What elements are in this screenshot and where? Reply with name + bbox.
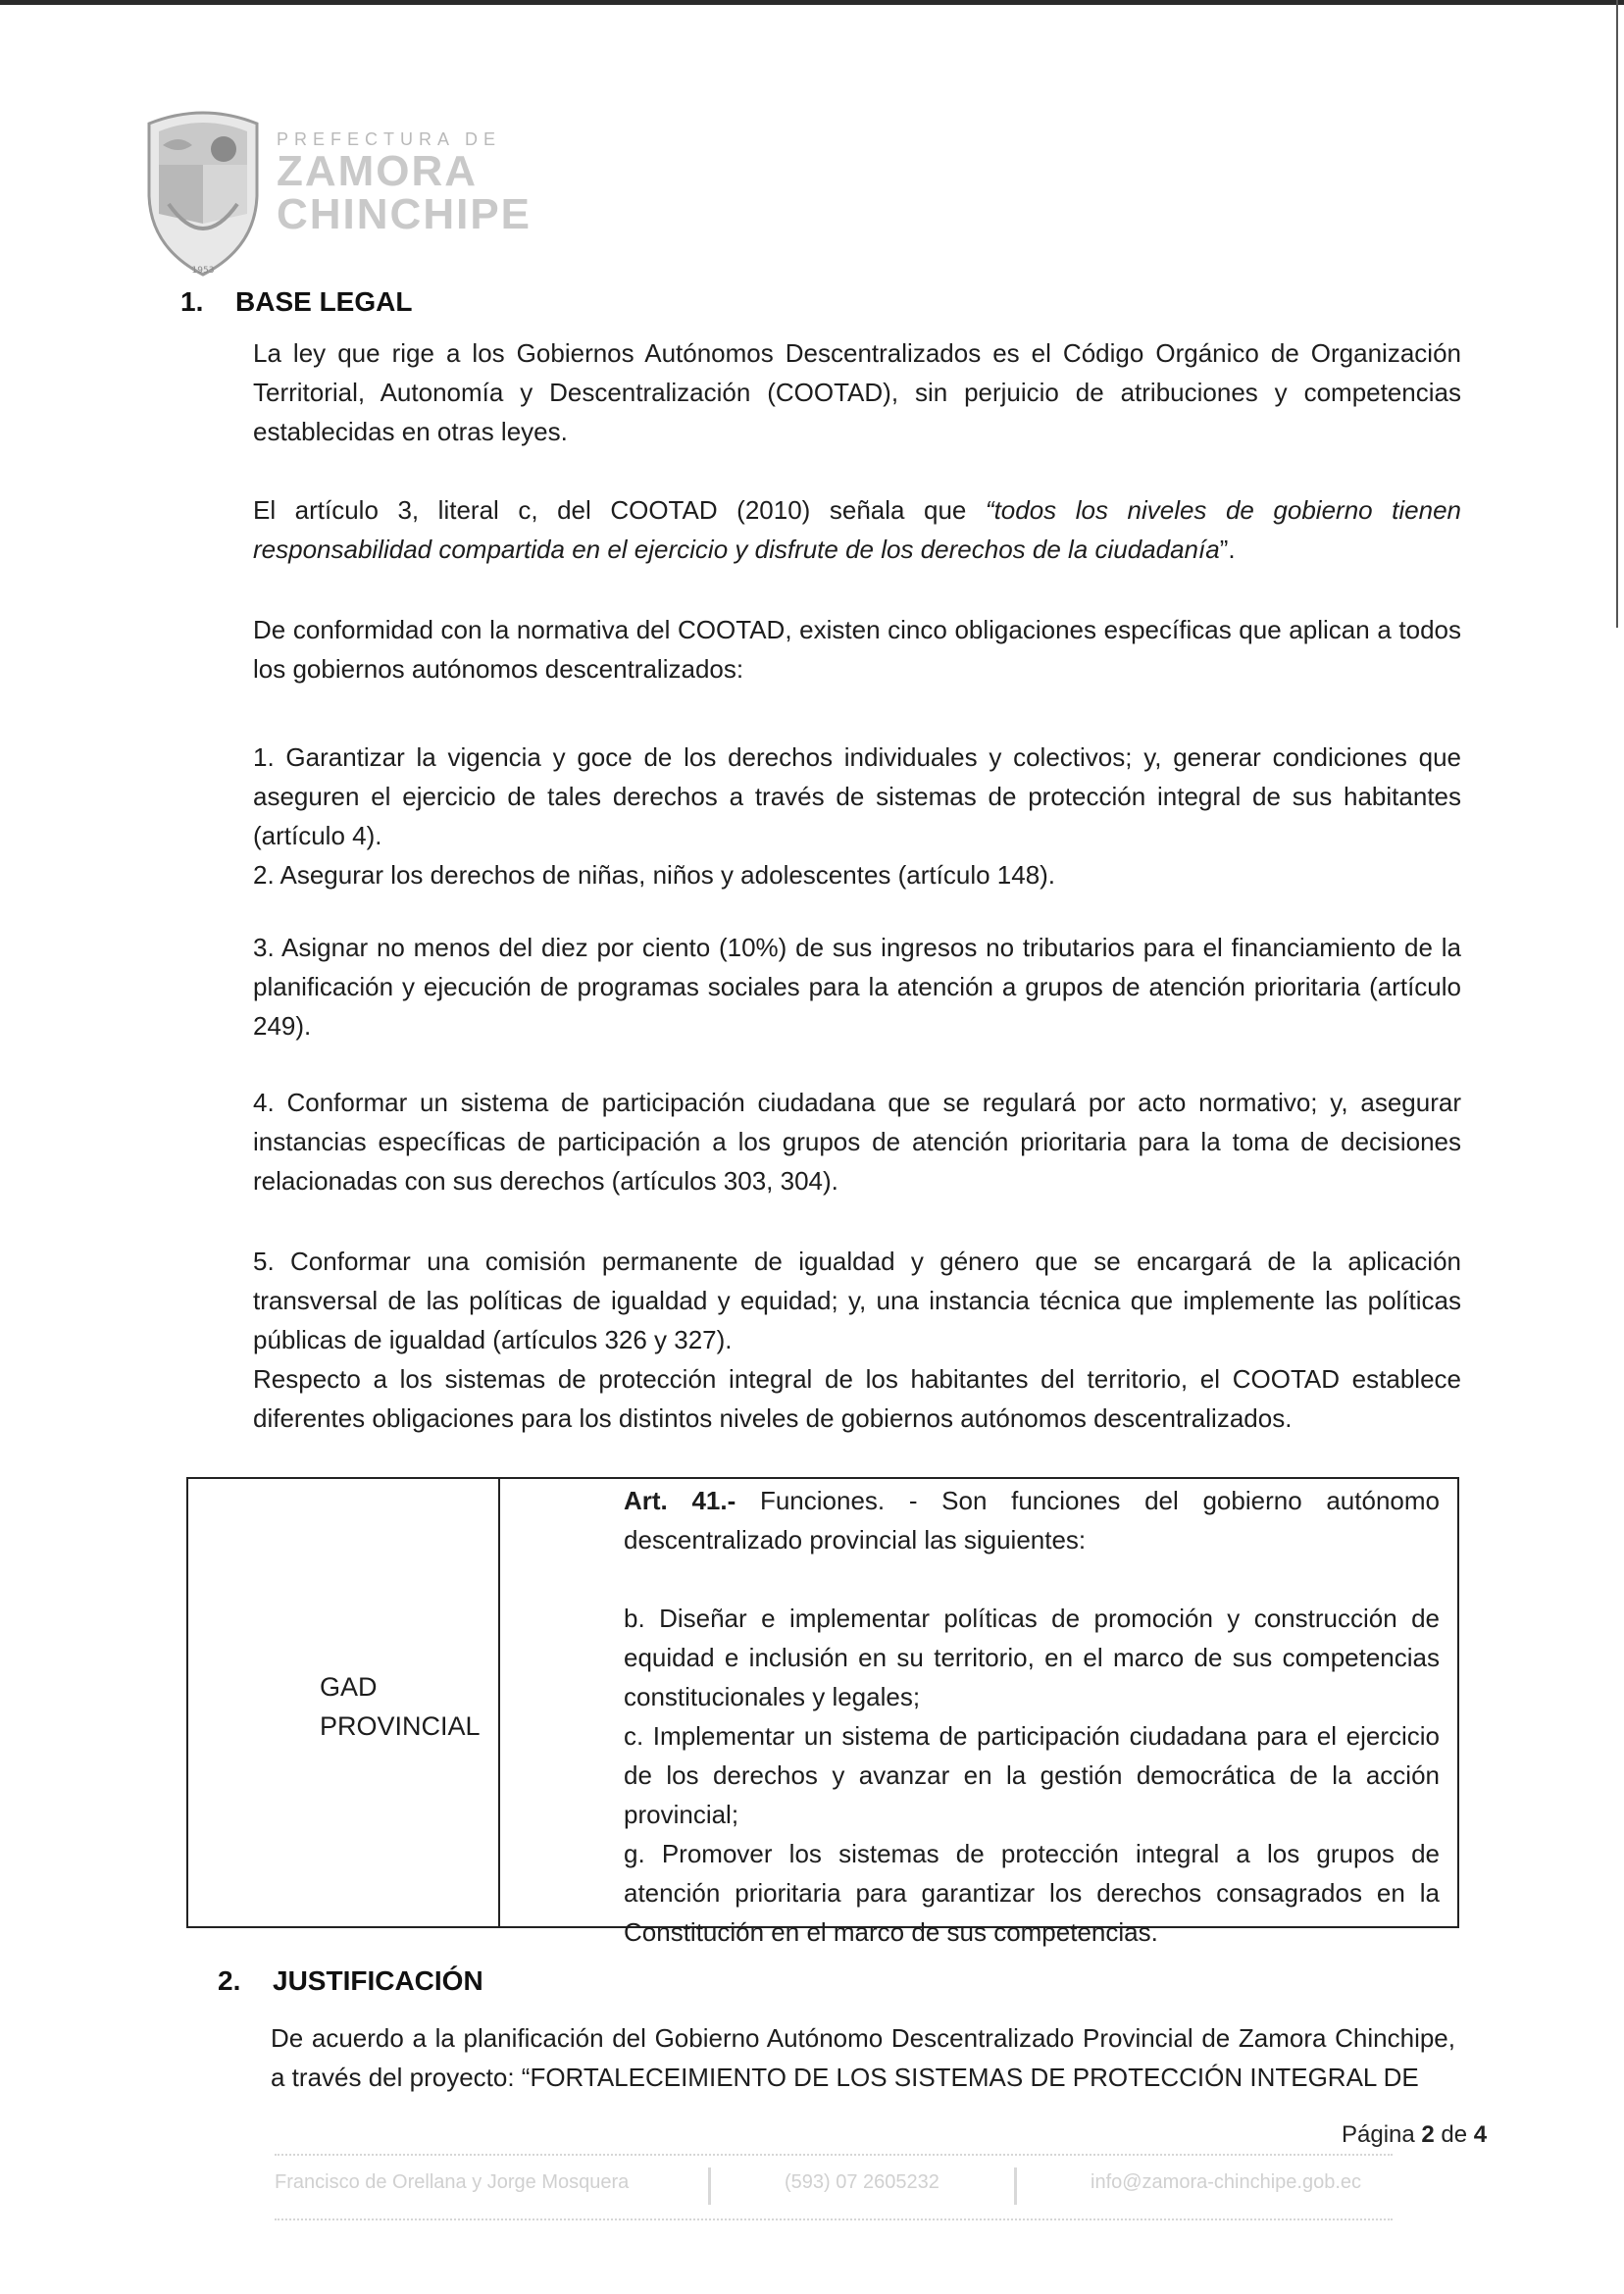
list-item: 2. Asegurar los derechos de niñas, niños y adolescentes (artículo 148). <box>253 860 1056 890</box>
section-1-title: BASE LEGAL <box>235 286 413 317</box>
section-2-title: JUSTIFICACIÓN <box>273 1965 483 1996</box>
logo-line-1: ZAMORA <box>277 147 479 195</box>
footer-address: Francisco de Orellana y Jorge Mosquera <box>275 2171 630 2193</box>
footer-divider-bottom <box>275 2218 1393 2222</box>
quote-end: ”. <box>1219 535 1236 564</box>
footer-divider-top <box>275 2154 1393 2158</box>
footer-separator <box>708 2167 711 2205</box>
logo-year: 1953 <box>191 266 215 276</box>
gad-label-line-2: PROVINCIAL <box>320 1711 481 1741</box>
footer-email: info@zamora-chinchipe.gob.ec <box>1091 2171 1362 2193</box>
list-item: 4. Conformar un sistema de participación ciudadana que se regulará por acto normativo; y, asegurar instancias específicas de participación a los grupos de atención prioritaria para la toma de decisiones relacionadas con sus derechos (artículos 303, 304). <box>253 1088 1461 1196</box>
quote-text: “todos los niveles de gobierno tienen responsabilidad compartida en el ejercicio y disfrute de los derechos de la ciudadanía <box>253 495 1461 564</box>
coat-of-arms-icon <box>129 106 277 282</box>
article-item-c: c. Implementar un sistema de participación ciudadana para el ejercicio de los derechos y avanzar en la gestión democrática de la acción provincial; <box>624 1721 1440 1829</box>
section-2-number: 2. <box>218 1965 241 1996</box>
page-mid: de <box>1434 2121 1474 2148</box>
paragraph: De conformidad con la normativa del COOTAD, existen cinco obligaciones específicas que aplican a todos los gobiernos autónomos descentralizados: <box>253 615 1461 684</box>
article-item-b: b. Diseñar e implementar políticas de promoción y construcción de equidad e inclusión en su territorio, en el marco de sus competencias constitucionales y legales; <box>624 1604 1440 1711</box>
footer-phone: (593) 07 2605232 <box>785 2171 939 2193</box>
logo-line-2: CHINCHIPE <box>277 190 533 238</box>
page-current: 2 <box>1421 2121 1435 2148</box>
paragraph: Respecto a los sistemas de protección integral de los habitantes del territorio, el COOTAD establece diferentes obligaciones para los distintos niveles de gobiernos autónomos descentralizados. <box>253 1364 1461 1433</box>
page-total: 4 <box>1473 2121 1488 2148</box>
list-item: 3. Asignar no menos del diez por ciento (10%) de sus ingresos no tributarios para el financiamiento de la planificación y ejecución de programas sociales para la atención a grupos de atención prioritaria (artículo 249). <box>253 933 1461 1041</box>
table-right-cell <box>624 1481 1440 1952</box>
gad-label-line-1: GAD <box>320 1672 378 1702</box>
article-label: Art. 41.- <box>624 1486 736 1515</box>
article-intro-text: Funciones. - Son funciones del gobierno autónomo descentralizado provincial las siguientes: <box>624 1486 1440 1555</box>
logo-top-text: PREFECTURA DE <box>277 129 502 149</box>
prefectura-logo <box>129 106 533 282</box>
scan-edge-line <box>1616 0 1618 628</box>
logo-text <box>277 129 532 236</box>
page-number <box>1342 2121 1487 2149</box>
paragraph-quote <box>253 490 1461 569</box>
paragraph: La ley que rige a los Gobiernos Autónomos Descentralizados es el Código Orgánico de Organización Territorial, Autonomía y Descentralización (COOTAD), sin perjuicio de atribuciones y competencias establecidas en otras leyes. <box>253 338 1461 446</box>
article-intro <box>624 1481 1440 1559</box>
list-item: 1. Garantizar la vigencia y goce de los derechos individuales y colectivos; y, generar condiciones que aseguren el ejercicio de tales derechos a través de sistemas de protección integral de sus habitantes (artículo 4). <box>253 742 1461 850</box>
paragraph: De acuerdo a la planificación del Gobierno Autónomo Descentralizado Provincial de Zamora Chinchipe, a través del proyecto: “FORTALECEIMIENTO DE LOS SISTEMAS DE PROTECCIÓN INTEGRAL DE <box>271 2023 1455 2092</box>
article-item-g: g. Promover los sistemas de protección integral a los grupos de atención prioritaria para garantizar los derechos consagrados en la Constitución en el marco de sus competencias. <box>624 1839 1440 1947</box>
section-1-number: 1. <box>180 286 204 317</box>
gad-provincial-label <box>320 1667 481 1746</box>
list-item: 5. Conformar una comisión permanente de igualdad y género que se encargará de la aplicación transversal de las políticas de igualdad y equidad; y, una instancia técnica que implemente las políticas públicas de igualdad (artículos 326 y 327). <box>253 1247 1461 1354</box>
top-edge-line <box>0 0 1624 5</box>
section-2-heading <box>218 1965 483 1997</box>
footer-separator <box>1014 2167 1017 2205</box>
quote-lead: El artículo 3, literal c, del COOTAD (2010) señala que <box>253 495 986 525</box>
section-1-heading <box>180 286 412 318</box>
page-prefix: Página <box>1342 2121 1422 2148</box>
